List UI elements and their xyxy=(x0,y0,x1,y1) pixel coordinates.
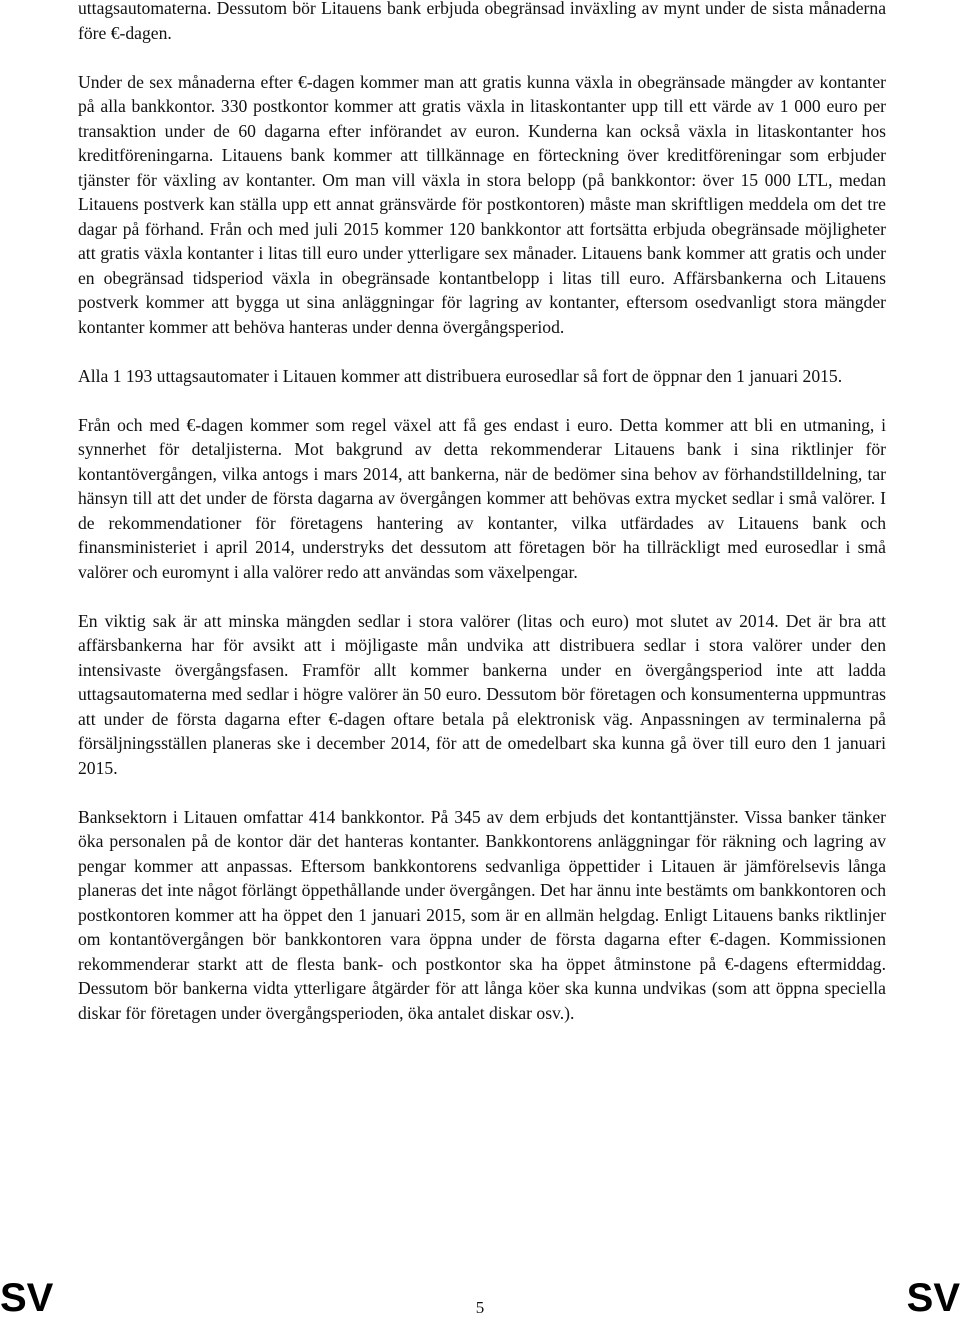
paragraph-2: Under de sex månaderna efter €-dagen kommer man att gratis kunna växla in obegränsade mängder av kontanter på alla bankkontor. 330 postkontor kommer att gratis växla in litaskontanter upp till ett värde av 1 000 euro per transaktion under de 60 dagarna efter införandet av euron. Kunderna kan också växla in litaskontanter hos kreditföreningarna. Litauens bank kommer att tillkännage en förteckning över kreditföreningar som erbjuder tjänster för växling av kontanter. Om man vill växla in stora belopp (på bankkontor: över 15 000 LTL, medan Litauens postverk kan ställa upp ett annat gränsvärde för postkontoren) måste man skriftligen meddela om det tre dagar på förhand. Från och med juli 2015 kommer 120 bankkontor att fortsätta erbjuda obegränsade möjligheter att gratis växla kontanter i litas till euro under ytterligare sex månader. Litauens bank kommer att gratis och under en obegränsad tidsperiod växla in obegränsade kontantbelopp i litas till euro. Affärsbankerna och Litauens postverk kommer att bygga ut sina anläggningar för lagring av kontanter, eftersom osedvanligt stora mängder kontanter kommer att behöva hanteras under denna övergångsperiod. xyxy=(78,71,886,337)
paragraph-6: Banksektorn i Litauen omfattar 414 bankkontor. På 345 av dem erbjuds det kontanttjänster. Vissa banker tänker öka personalen på de kontor där det hanteras kontanter. Bankkontorens anläggningar för räkning och lagring av pengar kommer att anpassas. Eftersom bankkontorens sedvanliga öppettider i Litauen är jämförelsevis långa planeras det inte något förlängt öppethållande under övergången. Det har ännu inte bestämts om bankkontoren och postkontoren kommer att ha öppet den 1 januari 2015, som är en allmän helgdag. Enligt Litauens banks riktlinjer om kontantövergången bör bankkontoren vara öppna under de första dagarna efter €-dagen. Kommissionen rekommenderar starkt att de flesta bank- och postkontor ska ha öppet åtminstone på €-dagens eftermiddag. Dessutom bör bankerna vidta ytterligare åtgärder för att långa köer ska kunna undvikas (som att öppna speciella diskar för företagen under övergångsperioden, öka antalet diskar osv.). xyxy=(78,806,886,1023)
footer-language-code-left: SV xyxy=(0,1276,54,1320)
paragraph-3: Alla 1 193 uttagsautomater i Litauen kommer att distribuera eurosedlar så fort de öppnar den 1 januari 2015. xyxy=(78,365,843,386)
page-number: 5 xyxy=(475,1298,485,1317)
paragraph-1: uttagsautomaterna. Dessutom bör Litauens bank erbjuda obegränsad inväxling av mynt under de sista månaderna före €-dagen. xyxy=(78,0,886,43)
document-body xyxy=(78,0,886,1050)
footer-language-code-right: SV xyxy=(906,1276,960,1320)
paragraph-5: En viktig sak är att minska mängden sedlar i stora valörer (litas och euro) mot slutet av 2014. Det är bra att affärsbankerna har för avsikt att i möjligaste mån undvika att distribuera sedlar i stora valörer under den intensivaste övergångsfasen. Framför allt kommer bankerna under en övergångsperiod inte att ladda uttagsautomaterna med sedlar i högre valörer än 50 euro. Dessutom bör företagen och konsumenterna uppmuntras att under de första dagarna efter €-dagen oftare betala på elektronisk väg. Anpassningen av terminalerna på försäljningsställen planeras ske i december 2014, för att de omedelbart ska kunna gå över till euro den 1 januari 2015. xyxy=(78,610,886,778)
paragraph-4: Från och med €-dagen kommer som regel växel att få ges endast i euro. Detta kommer att bli en utmaning, i synnerhet för detaljisterna. Mot bakgrund av detta rekommenderar Litauens bank i sina riktlinjer för kontantövergången, vilka antogs i mars 2014, att bankerna, när de bedömer sina behov av förhandstilldelning, tar hänsyn till att det under de första dagarna av övergången kommer att behövas extra mycket sedlar i små valörer. I de rekommendationer för företagens hantering av kontanter, vilka utfärdades av Litauens bank och finansministeriet i april 2014, understryks det dessutom att företagen bör ha tillräckligt med eurosedlar i små valörer och euromynt i alla valörer redo att användas som växelpengar. xyxy=(78,414,886,582)
